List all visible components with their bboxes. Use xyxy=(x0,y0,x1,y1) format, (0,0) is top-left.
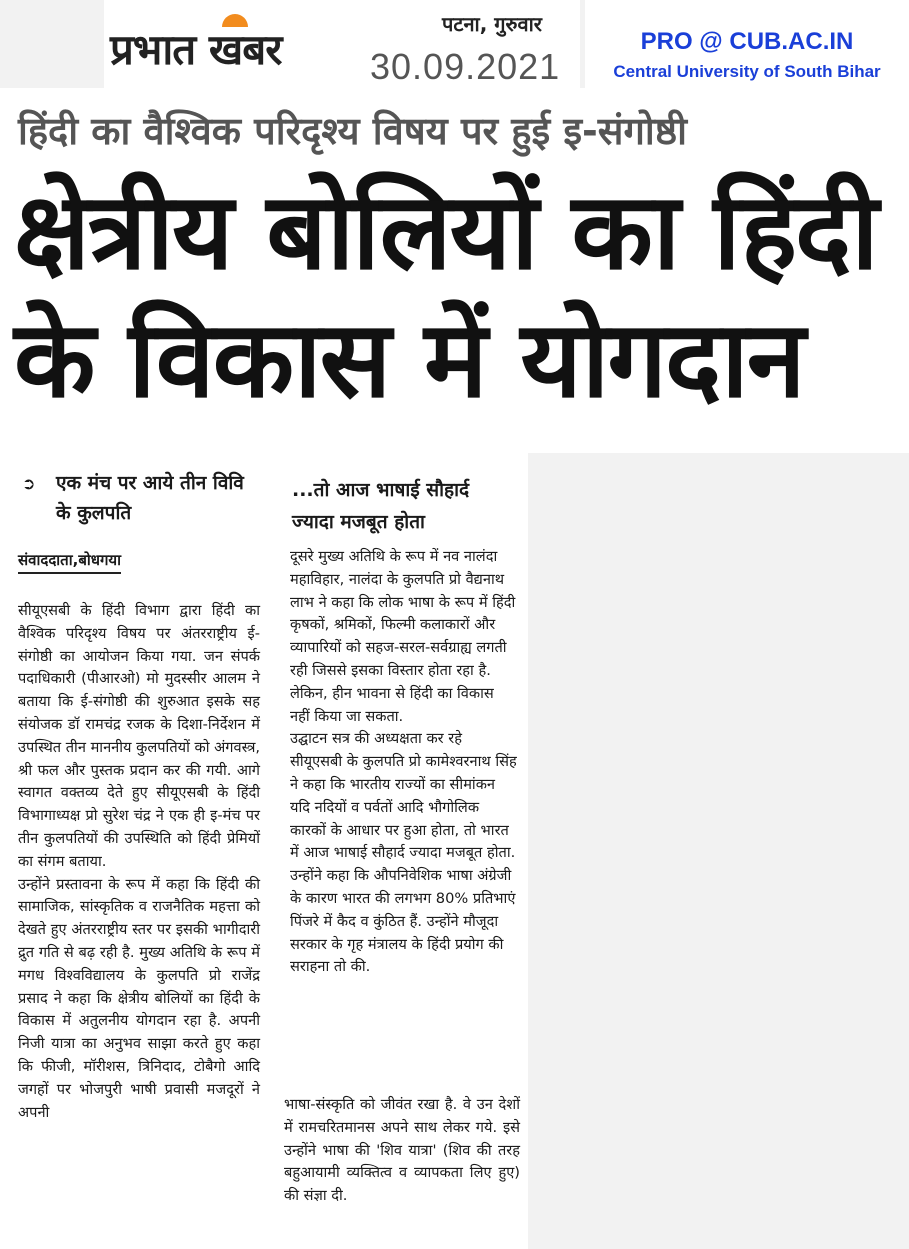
paragraph: उन्होंने प्रस्तावना के रूप में कहा कि हिंदी की सामाजिक, सांस्कृतिक व राजनैतिक महत्ता को देखते हुए अंतरराष्ट्रीय स्तर पर इसकी भागीदारी द्रुत गति से बढ़ रही है. मुख्य अतिथि के रूप में मगध विश्वविद्यालय के कुलपति प्रो राजेंद्र प्रसाद ने कहा कि क्षेत्रीय बोलियों का हिंदी के विकास में अतुलनीय योगदान रहा है. अपनी निजी यात्रा का अनुभव साझा करते हुए कहा कि फीजी, मॉरीशस, त्रिनिदाद, टोबैगो आदि जगहों पर भोजपुरी भाषी प्रवासी मजदूरों ने अपनी xyxy=(18,875,260,1121)
subhead-right: ...तो आज भाषाई सौहार्द ज्यादा मजबूत होता xyxy=(292,479,470,533)
newspaper-logo: प्रभात खबर xyxy=(110,25,282,74)
paragraph: उद्घाटन सत्र की अध्यक्षता कर रहे सीयूएसबी के कुलपति प्रो कामेश्वरनाथ सिंह ने कहा कि भारतीय राज्यों का सीमांकन यदि नदियों व पर्वतों आदि भौगोलिक कारकों के आधार पर हुआ होता, तो भारत में आज भाषाई सौहार्द ज्यादा मजबूत होता. उन्होंने कहा कि औपनिवेशिक भाषा अंग्रेजी के कारण भारत की लगभग 80% प्रतिभाएं पिंजरे में कैद व कुंठित हैं. उन्होंने मौजूदा सरकार के गृह मंत्रालय के हिंदी प्रयोग की सराहना तो की. xyxy=(290,730,517,976)
paragraph: सीयूएसबी के हिंदी विभाग द्वारा हिंदी का वैश्विक परिदृश्य विषय पर अंतरराष्ट्रीय ई-संगोष्ठी का आयोजन किया गया. जन संपर्क पदाधिकारी (पीआरओ) मो मुदस्सीर आलम ने बताया कि ई-संगोष्ठी की शुरुआत इसके सह संयोजक डॉ रामचंद्र रजक के दिशा-निर्देशन में उपस्थित तीन माननीय कुलपतियों को अंगवस्त्र, श्री फल और पुस्तक प्रदान कर की गयी. आगे स्वागत वक्तव्य देते हुए सीयूएसबी के हिंदी विभागाध्यक्ष प्रो सुरेश चंद्र ने एक ही इ-मंच पर तीन कुलपतियों की उपस्थिति को हिंदी प्रेमियों का संगम बताया. xyxy=(18,602,261,870)
publication-date: 30.09.2021 xyxy=(370,46,561,87)
city-day: पटना, गुरुवार xyxy=(442,12,542,36)
column-left xyxy=(18,600,260,1124)
newspaper-masthead xyxy=(104,0,580,88)
pro-stamp xyxy=(585,0,909,88)
university-name: Central University of South Bihar xyxy=(613,62,881,81)
headline: क्षेत्रीय बोलियों का हिंदी के विकास में योगदान xyxy=(14,170,877,421)
kicker: हिंदी का वैश्विक परिदृश्य विषय पर हुई इ-संगोष्ठी xyxy=(18,109,687,153)
column-right xyxy=(290,546,518,979)
subhead-left: एक मंच पर आये तीन विवि के कुलपति xyxy=(56,472,244,524)
arrow-bullet-icon: ➲ xyxy=(22,474,36,493)
byline: संवाददाता,बोधगया xyxy=(18,550,121,574)
pro-email: PRO @ CUB.AC.IN xyxy=(640,28,854,55)
paragraph: दूसरे मुख्य अतिथि के रूप में नव नालंदा महाविहार, नालंदा के कुलपति प्रो वैद्यनाथ लाभ ने कहा कि लोक भाषा के रूप में हिंदी कृषकों, श्रमिकों, फिल्मी कलाकारों और व्यापारियों को सहज-सरल-सर्वग्राह्य लगती रही जिससे इसका विस्तार होता रहा है. लेकिन, हीन भावना से हिंदी का विकास नहीं किया जा सकता. xyxy=(290,548,516,725)
column-right-continued: भाषा-संस्कृति को जीवंत रखा है. वे उन देशों में रामचरितमानस अपने साथ लेकर गये. इसे उन्होंने भाषा की 'शिव यात्रा' (शिव की तरह बहुआयामी व्यक्तित्व व व्यापकता लिए हुए) की संज्ञा दी. xyxy=(284,1096,520,1205)
